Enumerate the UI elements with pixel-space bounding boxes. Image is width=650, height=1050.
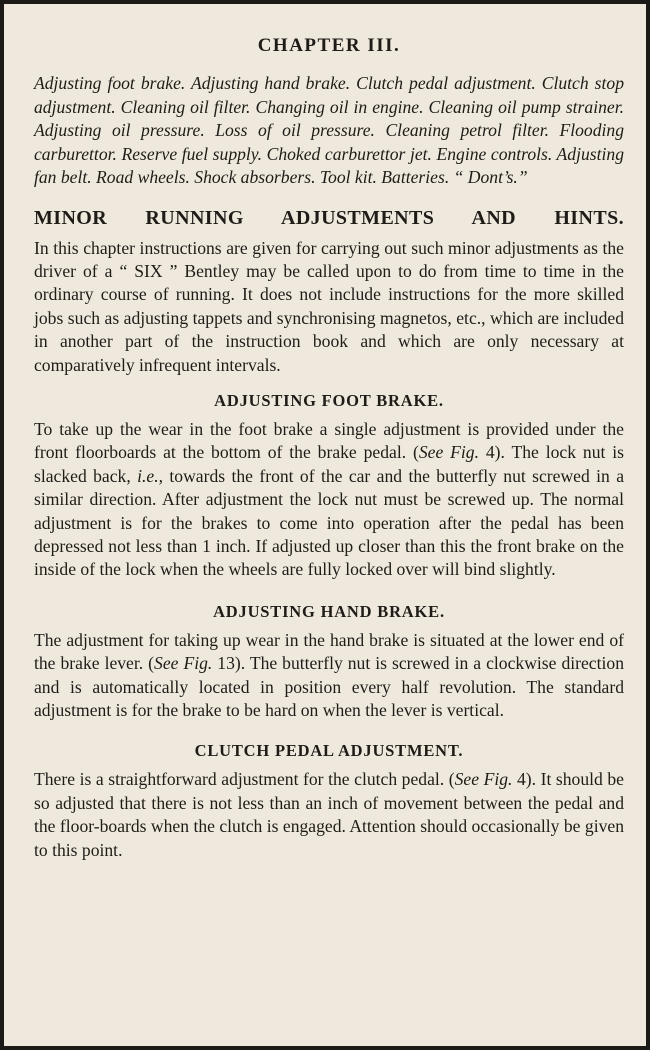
section-text-hand-brake	[34, 629, 624, 723]
italic-abbreviation: i.e.,	[137, 465, 164, 486]
text-segment: There is a straightforward adjustment for the clutch pedal. (	[34, 769, 455, 790]
text-segment: 13). The butterfly nut is screwed in a clockwise direction and is automatically located in position every half revolution. The standard adjustment is for the brake to be hard on when the lever is vertical.	[34, 653, 624, 720]
figure-reference: See Fig.	[454, 769, 513, 790]
figure-reference: See Fig.	[418, 442, 479, 463]
section-text-foot-brake	[34, 418, 624, 582]
section-heading-foot-brake: ADJUSTING FOOT BRAKE.	[214, 390, 444, 410]
section-heading-clutch-pedal: CLUTCH PEDAL ADJUSTMENT.	[194, 741, 464, 761]
main-heading: MINOR RUNNING ADJUSTMENTS AND HINTS.	[34, 206, 624, 229]
intro-paragraph: In this chapter instructions are given for carrying out such minor adjustments as the driver of a “ SIX ” Bentley may be called upon to do from time to time in the ordinary course of running. It does not include instructions for the more skilled jobs such as adjusting tappets and synchronising magnetos, etc., which are included in another part of the instruction book and which are only necessary at comparatively infrequent intervals.	[34, 237, 624, 375]
chapter-summary: Adjusting foot brake. Adjusting hand brake. Clutch pedal adjustment. Clutch stop adjustment. Cleaning oil filter. Changing oil in engine. Cleaning oil pump strainer. Adjusting oil pressure. Loss of oil pressure. Cleaning petrol filter. Flooding carburettor. Reserve fuel supply. Choked carburettor jet. Engine controls. Adjusting fan belt. Road wheels. Shock absorbers. Tool kit. Batteries. “ Dont’s.”	[34, 73, 624, 187]
text-segment: The adjustment for taking up wear in the hand brake is situated at the lower end of the brake lever. (	[34, 629, 624, 674]
figure-reference: See Fig.	[154, 653, 213, 674]
section-text-clutch-pedal	[34, 768, 624, 862]
section-heading-hand-brake: ADJUSTING HAND BRAKE.	[213, 601, 445, 621]
text-segment: To take up the wear in the foot brake a single adjustment is provided under the front floorboards at the bottom of the brake pedal. (	[34, 418, 624, 463]
chapter-title: CHAPTER III.	[257, 35, 401, 56]
book-page	[4, 4, 646, 1046]
text-segment: 4). It should be so adjusted that there is not less than an inch of movement between the pedal and the floor-boards when the clutch is engaged. Attention should occasionally be given to this point.	[34, 769, 624, 860]
text-segment: 4). The lock nut is slacked back,	[34, 442, 625, 486]
text-segment: towards the front of the car and the butterfly nut screwed in a similar direction. After adjustment the lock nut must be screwed up. The normal adjustment is for the brakes to come into operation after the pedal has been depressed not less than 1 inch. If adjusted up closer than this the front brake on the inside of the lock when the wheels are fully locked over will bind slightly.	[34, 465, 624, 580]
